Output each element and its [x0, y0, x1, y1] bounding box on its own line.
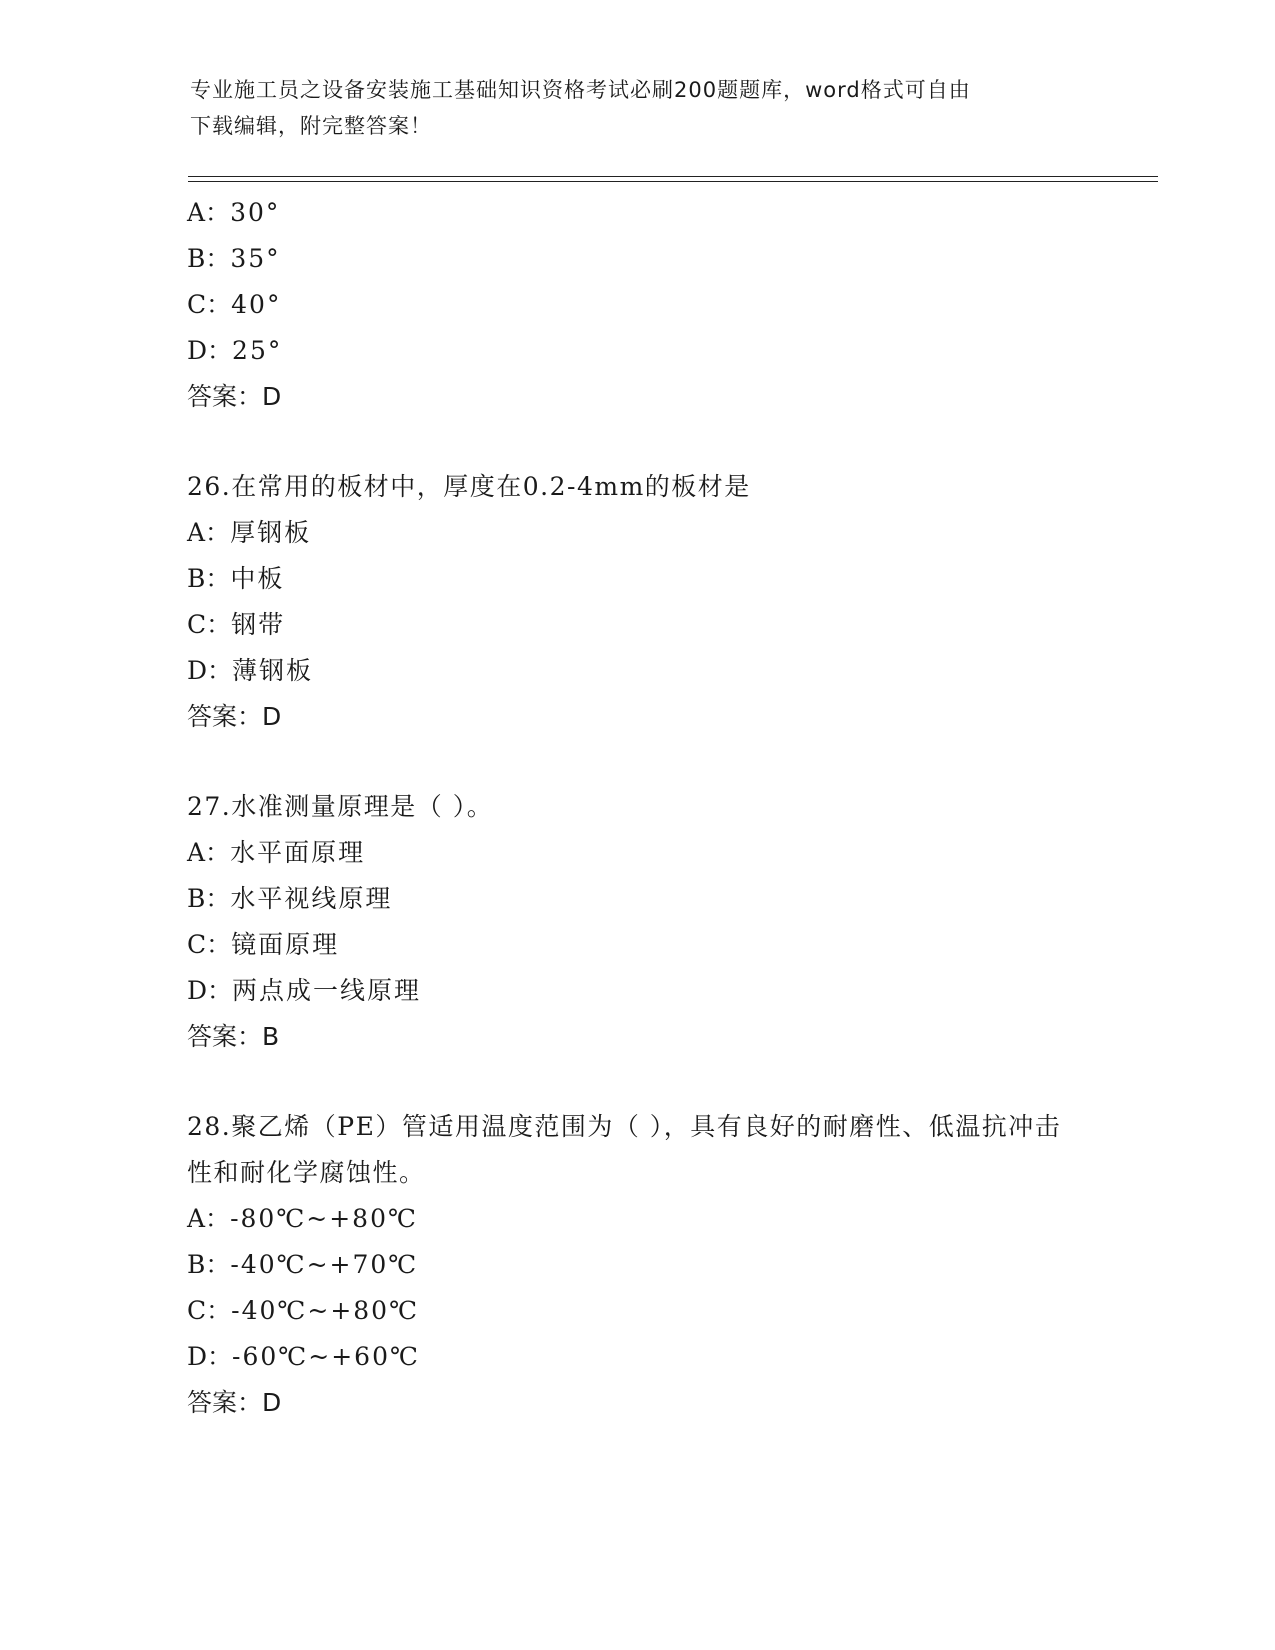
option-d: D：25° — [187, 336, 283, 365]
option-b: B：35° — [187, 244, 281, 273]
option-c: C：钢带 — [187, 610, 286, 639]
question-block-28 — [187, 1104, 1157, 1426]
option-a: A：水平面原理 — [187, 838, 366, 867]
question-block-25 — [187, 190, 1157, 420]
question-stem: 26.在常用的板材中，厚度在0.2-4mm的板材是 — [187, 472, 751, 501]
option-d: D：两点成一线原理 — [187, 976, 422, 1005]
option-d: D：-60℃~+60℃ — [187, 1342, 420, 1371]
option-c: C：镜面原理 — [187, 930, 340, 959]
question-block-26 — [187, 464, 1157, 740]
question-list — [187, 190, 1157, 1426]
option-b: B：-40℃~+70℃ — [187, 1250, 419, 1279]
option-a: A：-80℃~+80℃ — [187, 1204, 418, 1233]
question-stem: 27.水准测量原理是（ ）。 — [187, 792, 494, 821]
answer-line: 答案：B — [187, 1022, 280, 1051]
option-a: A：厚钢板 — [187, 518, 312, 547]
answer-line: 答案：D — [187, 702, 282, 731]
option-d: D：薄钢板 — [187, 656, 314, 685]
answer-line: 答案：D — [187, 382, 282, 411]
document-header — [190, 72, 1090, 144]
option-c: C：-40℃~+80℃ — [187, 1296, 420, 1325]
option-b: B：水平视线原理 — [187, 884, 393, 913]
option-a: A：30° — [187, 198, 281, 227]
header-line-1: 专业施工员之设备安装施工基础知识资格考试必刷200题题库，word格式可自由 — [190, 78, 971, 102]
question-stem: 28.聚乙烯（PE）管适用温度范围为（ ），具有良好的耐磨性、低温抗冲击性和耐化学腐蚀性。 — [187, 1112, 1062, 1187]
option-c: C：40° — [187, 290, 282, 319]
header-line-2: 下载编辑，附完整答案！ — [190, 114, 432, 138]
question-block-27 — [187, 784, 1157, 1060]
header-divider-top — [188, 176, 1158, 177]
answer-line: 答案：D — [187, 1388, 282, 1417]
header-divider-bottom — [188, 181, 1158, 182]
option-b: B：中板 — [187, 564, 285, 593]
